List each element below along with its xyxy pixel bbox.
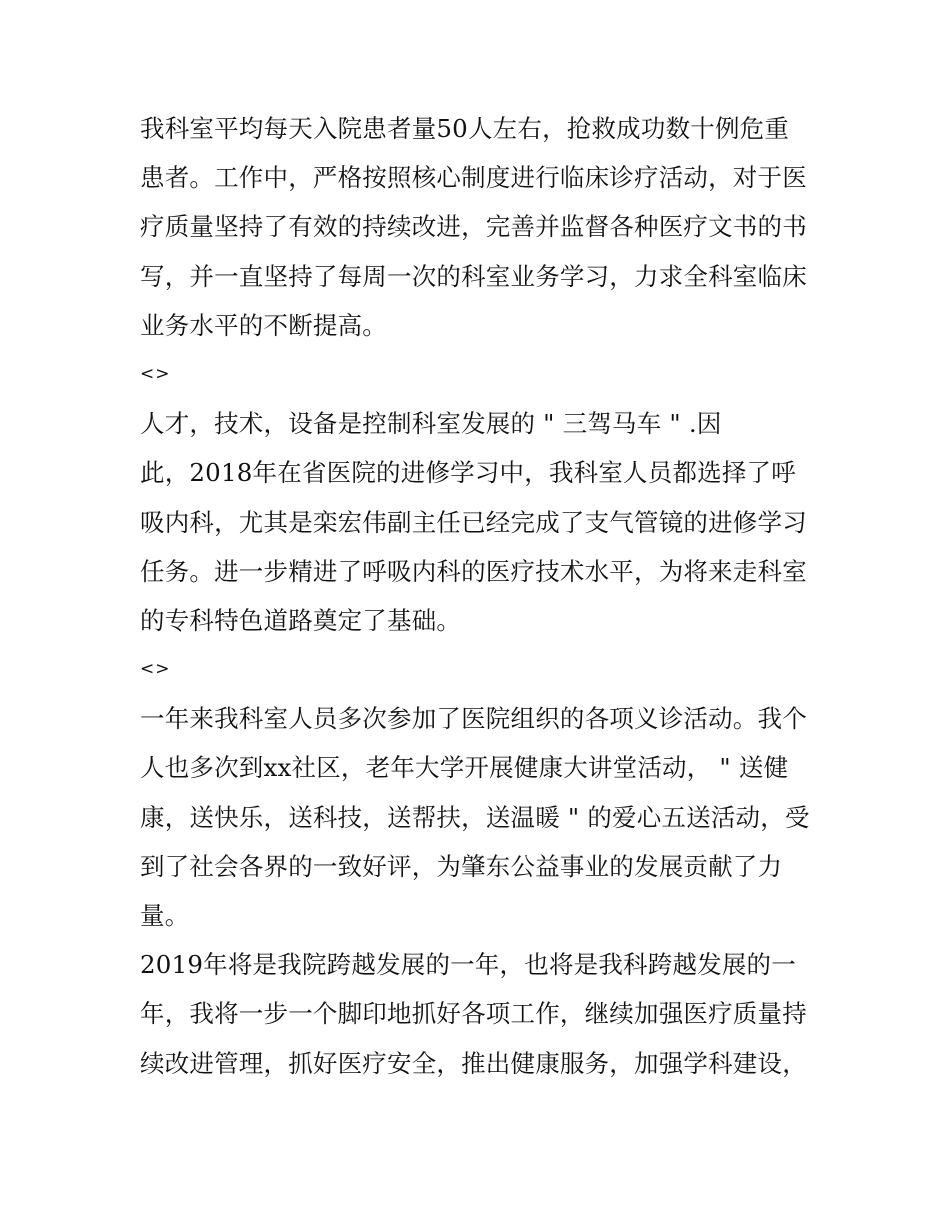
text-line: 到了社会各界的一致好评，为肇东公益事业的发展贡献了力 <box>140 851 783 881</box>
text-line: 康，送快乐，送科技，送帮扶，送温暖 " 的爱心五送活动，受 <box>140 802 810 832</box>
paragraph-workload <box>140 104 830 350</box>
text-line: 疗质量坚持了有效的持续改进，完善并监督各种医疗文书的书 <box>140 212 807 242</box>
section-separator: <> <box>140 659 171 680</box>
text-line: 人才，技术，设备是控制科室发展的 " 三驾马车 " .因 <box>140 409 722 439</box>
text-line: 一年来我科室人员多次参加了医院组织的各项义诊活动。我个 <box>140 704 807 734</box>
text-line: 的专科特色道路奠定了基础。 <box>140 605 462 635</box>
text-line: 量。 <box>140 901 190 930</box>
text-line: 续改进管理，抓好医疗安全，推出健康服务，加强学科建设， <box>140 1048 807 1078</box>
text-line: 2019年将是我院跨越发展的一年，也将是我科跨越发展的一 <box>140 950 796 980</box>
document-body <box>140 104 830 1088</box>
text-line: 任务。进一步精进了呼吸内科的医疗技术水平，为将来走科室 <box>140 556 807 586</box>
text-line: 年，我将一步一个脚印地抓好各项工作，继续加强医疗质量持 <box>140 999 807 1029</box>
section-separator: <> <box>140 363 171 384</box>
text-line: 吸内科，尤其是栾宏伟副主任已经完成了支气管镜的进修学习 <box>140 507 807 537</box>
paragraph-2019-plan <box>140 940 830 1088</box>
paragraph-public-service <box>140 694 830 940</box>
text-line: 此，2018年在省医院的进修学习中，我科室人员都选择了呼 <box>140 458 796 488</box>
text-line: 患者。工作中，严格按照核心制度进行临床诊疗活动，对于医 <box>140 163 807 193</box>
text-line: 我科室平均每天入院患者量50人左右，抢救成功数十例危重 <box>140 114 790 143</box>
text-line: 人也多次到xx社区，老年大学开展健康大讲堂活动， " 送健 <box>140 753 789 783</box>
text-line: 业务水平的不断提高。 <box>140 310 387 340</box>
text-line: 写，并一直坚持了每周一次的科室业务学习，力求全科室临床 <box>140 261 807 291</box>
paragraph-talent-technology <box>140 399 830 645</box>
